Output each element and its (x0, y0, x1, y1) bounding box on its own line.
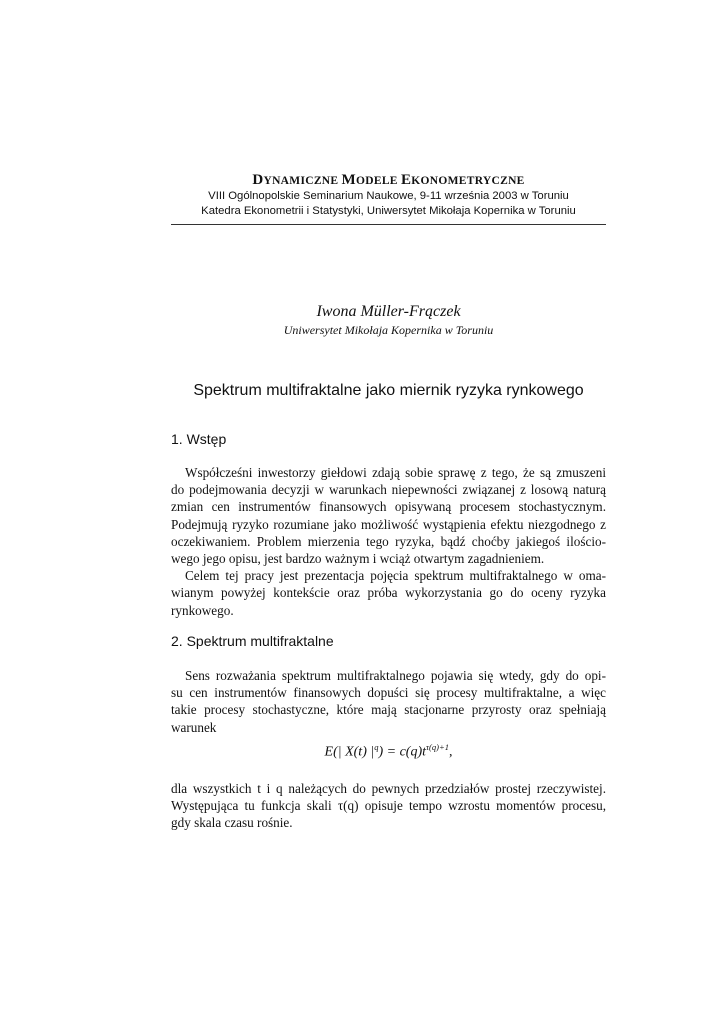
text-line: zmian cen instrumentów finansowych opisywaną procesem stochastycznym. (171, 499, 606, 515)
department-line: Katedra Ekonometrii i Statystyki, Uniwersytet Mikołaja Kopernika w Toruniu (201, 205, 576, 217)
journal-title: DYNAMICZNE MODELE EKONOMETRYCZNE (252, 172, 525, 188)
journal-header (171, 172, 606, 219)
text-line: Występująca tu funkcja skali τ(q) opisuje tempo wzrostu momentów procesu, (171, 798, 606, 814)
text-line: rynkowego. (171, 602, 234, 618)
seminar-line: VIII Ogólnopolskie Seminarium Naukowe, 9-11 września 2003 w Toruniu (208, 190, 569, 202)
text-line: su cen instrumentów finansowych dopuści się procesy multifraktalne, a więc (171, 685, 606, 701)
moment-scaling-equation: E(| X(t) $|^q) = c(q)t^{\tau(q)+1}$, (324, 742, 453, 760)
text-line: warunek (171, 719, 217, 735)
header-divider (171, 224, 606, 225)
author-affiliation: Uniwersytet Mikołaja Kopernika w Toruniu (283, 323, 494, 337)
text-line: wego jego opisu, jest bardzo ważnym i wciąż otwartym zagadnieniem. (171, 551, 545, 567)
text-line: Współcześni inwestorzy giełdowi zdają sobie sprawę z tego, że są zmuszeni (185, 465, 606, 480)
text-line: Sens rozważania spektrum multifraktalnego pojawia się wtedy, gdy do opi- (185, 668, 606, 683)
equation-explanation-paragraph (171, 780, 606, 832)
text-line: gdy skala czasu rośnie. (171, 815, 293, 831)
intro-paragraph (171, 464, 606, 619)
paper-title: Spektrum multifraktalne jako miernik ryzyka rynkowego (193, 382, 584, 399)
spectrum-paragraph (171, 667, 606, 736)
text-line: oczekiwaniem. Problem mierzenia tego ryzyka, bądź choćby jakiegoś ilościo- (171, 533, 606, 549)
text-line: Celem tej pracy jest prezentacja pojęcia spektrum multifraktalnego w oma- (185, 568, 606, 584)
text-line: takie procesy stochastyczne, które mają stacjonarne przyrosty oraz spełniają (171, 702, 606, 718)
text-line: do podejmowania decyzji w warunkach niepewności związanej z losową naturą (171, 482, 606, 498)
text-line: dla wszystkich t i q należących do pewnych przedziałów prostej rzeczywistej. (171, 781, 606, 796)
author-name: Iwona Müller-Frączek (316, 303, 461, 320)
text-line: wianym powyżej kontekście oraz próba wykorzystania go do oceny ryzyka (171, 585, 606, 601)
section-heading-spectrum: 2. Spektrum multifraktalne (171, 633, 334, 649)
section-heading-intro: 1. Wstęp (171, 431, 227, 447)
text-line: Podejmują ryzyko rozumiane jako możliwość wystąpienia efektu niezgodnego z (171, 516, 606, 532)
